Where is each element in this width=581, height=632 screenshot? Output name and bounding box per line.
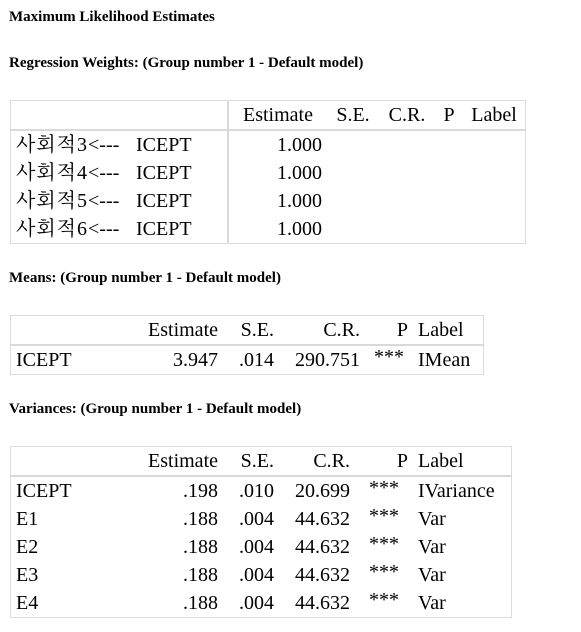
- se-cell: .010: [239, 480, 274, 502]
- label-cell: [463, 130, 526, 159]
- path-arrow: <---: [88, 134, 120, 156]
- cr-cell: 44.632: [295, 508, 350, 530]
- regression-table: [10, 100, 526, 244]
- estimate-cell: 3.947: [173, 349, 218, 371]
- header-se: S.E.: [240, 319, 274, 341]
- lhs-variable: 사회적4: [16, 162, 88, 184]
- table-row: [11, 130, 526, 159]
- variable-name: ICEPT: [16, 480, 72, 502]
- path-cell: [11, 187, 229, 215]
- se-cell: .004: [239, 564, 274, 586]
- label-cell: [463, 215, 526, 244]
- p-cell: ***: [369, 533, 399, 555]
- p-cell: ***: [369, 505, 399, 527]
- header-se: S.E.: [336, 104, 370, 126]
- header-estimate: Estimate: [148, 450, 218, 472]
- estimate-cell: 1.000: [228, 130, 327, 159]
- header-cr: C.R.: [313, 450, 350, 472]
- table-header-row: [11, 447, 512, 477]
- se-cell: [327, 215, 379, 244]
- se-cell: .004: [239, 592, 274, 614]
- regression-heading: Regression Weights: (Group number 1 - Default model): [9, 55, 364, 71]
- header-label: Label: [418, 319, 464, 341]
- header-cr: C.R.: [388, 104, 426, 126]
- header-p: P: [396, 450, 408, 472]
- header-label: Label: [471, 104, 517, 126]
- se-cell: [327, 187, 379, 215]
- header-label: Label: [418, 450, 464, 472]
- cr-cell: 44.632: [295, 536, 350, 558]
- header-p: P: [443, 104, 455, 126]
- estimate-cell: .198: [183, 480, 218, 502]
- path-arrow: <---: [88, 218, 120, 240]
- label-cell: Var: [418, 592, 446, 614]
- se-cell: .014: [239, 349, 274, 371]
- label-cell: IMean: [418, 349, 471, 371]
- cr-cell: [379, 187, 435, 215]
- estimate-cell: .188: [183, 536, 218, 558]
- p-cell: [435, 215, 463, 244]
- p-cell: ***: [369, 477, 399, 499]
- page-title: Maximum Likelihood Estimates: [9, 9, 215, 25]
- table-header-row: [11, 316, 484, 346]
- variable-name: E1: [16, 508, 39, 530]
- se-cell: .004: [239, 536, 274, 558]
- estimate-cell: .188: [183, 508, 218, 530]
- variances-table: [10, 446, 512, 618]
- path-cell: [11, 130, 229, 159]
- path-arrow: <---: [88, 190, 120, 212]
- header-cr: C.R.: [323, 319, 360, 341]
- table-row: [11, 215, 526, 244]
- table-header-row: [11, 101, 526, 131]
- estimate-cell: 1.000: [228, 159, 327, 187]
- path-cell: [11, 159, 229, 187]
- means-heading: Means: (Group number 1 - Default model): [9, 270, 281, 286]
- variances-heading: Variances: (Group number 1 - Default model): [9, 401, 302, 417]
- means-table: [10, 315, 484, 375]
- header-estimate: Estimate: [148, 319, 218, 341]
- header-se: S.E.: [240, 450, 274, 472]
- lhs-variable: 사회적5: [16, 190, 88, 212]
- cr-cell: 290.751: [295, 349, 360, 371]
- table-row: [11, 187, 526, 215]
- estimate-cell: 1.000: [228, 215, 327, 244]
- p-cell: [435, 130, 463, 159]
- estimate-cell: .188: [183, 592, 218, 614]
- p-cell: ***: [369, 589, 399, 611]
- rhs-variable: ICEPT: [136, 218, 192, 240]
- p-cell: [435, 187, 463, 215]
- se-cell: [327, 159, 379, 187]
- lhs-variable: 사회적3: [16, 134, 88, 156]
- variable-name: E2: [16, 536, 39, 558]
- rhs-variable: ICEPT: [136, 190, 192, 212]
- p-cell: ***: [369, 561, 399, 583]
- p-cell: [435, 159, 463, 187]
- path-cell: [11, 215, 229, 244]
- se-cell: .004: [239, 508, 274, 530]
- cr-cell: 44.632: [295, 564, 350, 586]
- label-cell: IVariance: [418, 480, 495, 502]
- cr-cell: [379, 215, 435, 244]
- rhs-variable: ICEPT: [136, 162, 192, 184]
- table-row: [11, 345, 484, 375]
- table-row: [11, 561, 512, 589]
- variable-name: ICEPT: [16, 349, 72, 371]
- path-arrow: <---: [88, 162, 120, 184]
- cr-cell: [379, 130, 435, 159]
- label-cell: Var: [418, 536, 446, 558]
- cr-cell: 44.632: [295, 592, 350, 614]
- header-blank: [11, 101, 229, 131]
- cr-cell: [379, 159, 435, 187]
- label-cell: Var: [418, 508, 446, 530]
- estimate-cell: .188: [183, 564, 218, 586]
- variable-name: E3: [16, 564, 39, 586]
- variable-name: E4: [16, 592, 39, 614]
- rhs-variable: ICEPT: [136, 134, 192, 156]
- lhs-variable: 사회적6: [16, 218, 88, 240]
- table-row: [11, 505, 512, 533]
- p-cell: ***: [374, 346, 404, 368]
- table-row: [11, 476, 512, 505]
- estimate-cell: 1.000: [228, 187, 327, 215]
- header-estimate: Estimate: [228, 101, 327, 131]
- header-blank: [11, 447, 134, 477]
- label-cell: [463, 187, 526, 215]
- header-p: P: [396, 319, 408, 341]
- cr-cell: 20.699: [295, 480, 350, 502]
- table-row: [11, 159, 526, 187]
- label-cell: Var: [418, 564, 446, 586]
- label-cell: [463, 159, 526, 187]
- se-cell: [327, 130, 379, 159]
- header-blank: [11, 316, 134, 346]
- table-row: [11, 589, 512, 618]
- table-row: [11, 533, 512, 561]
